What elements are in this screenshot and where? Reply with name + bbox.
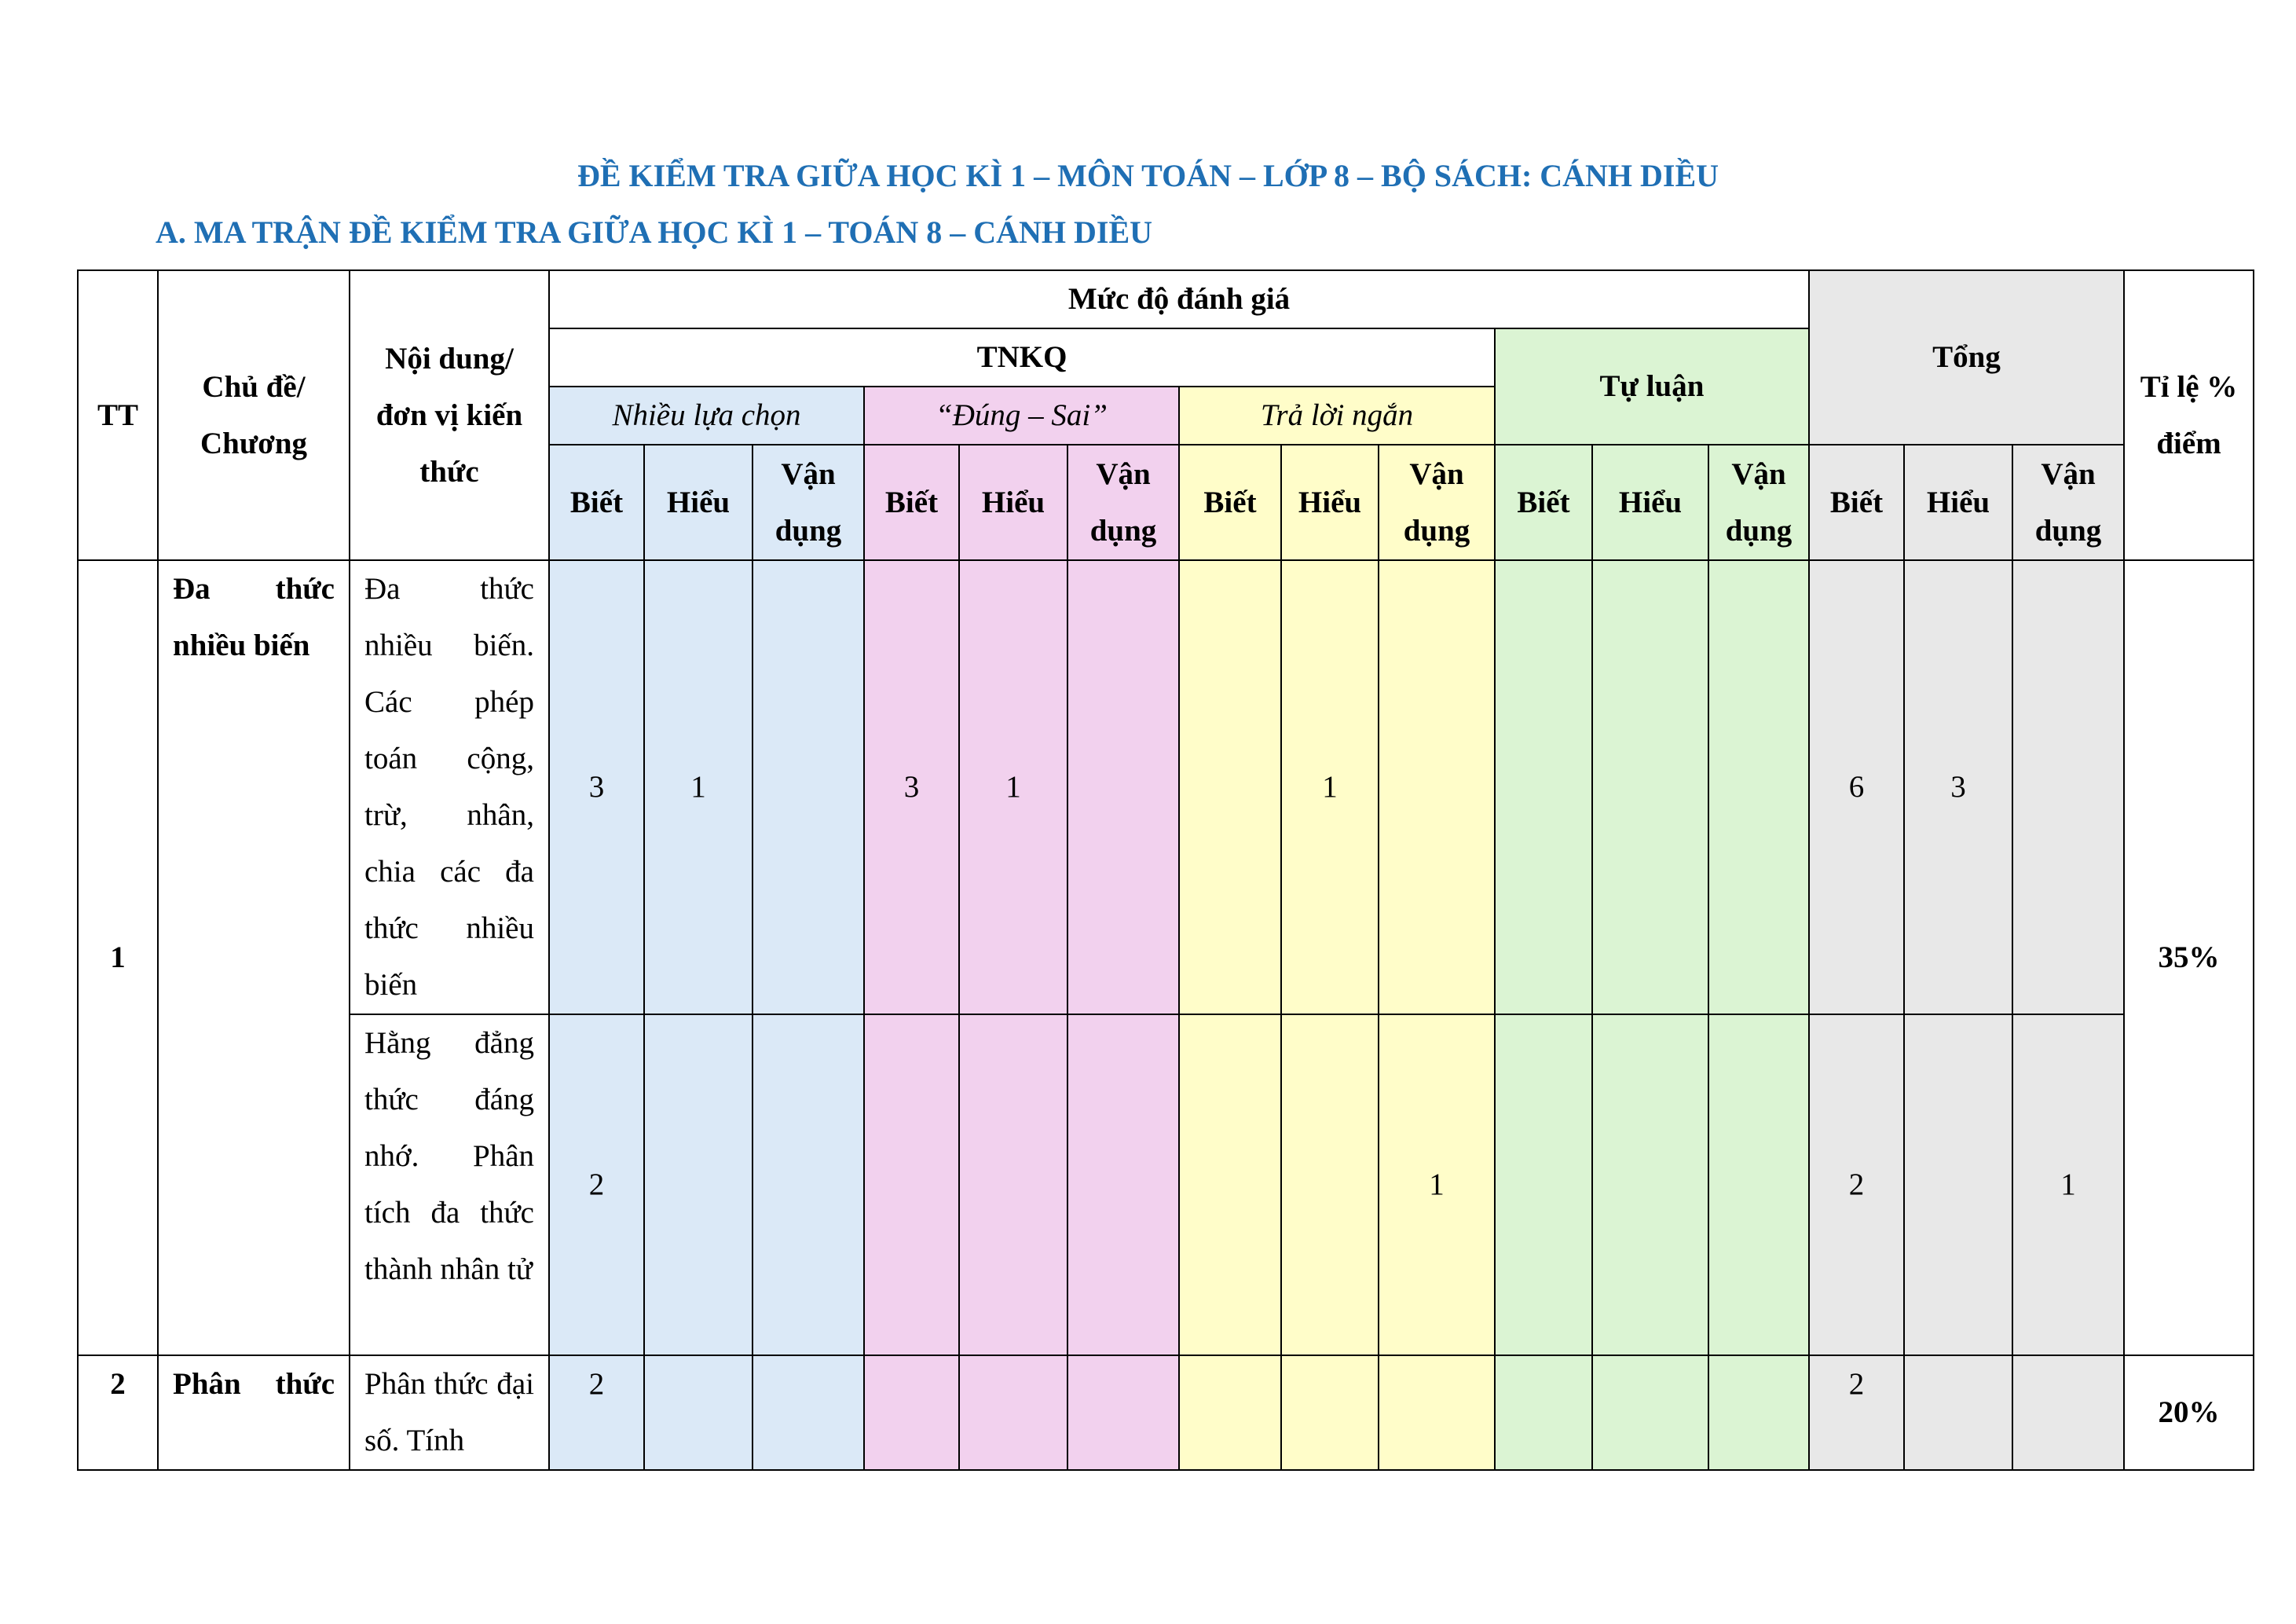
- header-assessment-level: Mức độ đánh giá: [549, 270, 1809, 328]
- document-title: ĐỀ KIỂM TRA GIỮA HỌC KÌ 1 – MÔN TOÁN – LỚP 8 – BỘ SÁCH: CÁNH DIỀU: [577, 158, 1719, 193]
- header-essay: Tự luận: [1495, 328, 1809, 445]
- count-cell: [1067, 560, 1179, 1014]
- count-cell: [1592, 560, 1708, 1014]
- count-cell: 1: [644, 560, 753, 1014]
- level-header: Biết: [1179, 445, 1281, 560]
- level-header: Biết: [1495, 445, 1592, 560]
- section-heading: A. MA TRẬN ĐỀ KIỂM TRA GIỮA HỌC KÌ 1 – TOÁN 8 – CÁNH DIỀU: [156, 214, 1153, 250]
- level-header: Vận dụng: [1067, 445, 1179, 560]
- count-cell: [1708, 560, 1809, 1014]
- count-cell: [2012, 1355, 2124, 1470]
- count-cell: 2: [549, 1355, 644, 1470]
- count-cell: [1904, 1355, 2012, 1470]
- topic-name: Đa thức nhiều biến: [158, 560, 350, 1355]
- count-cell: [1179, 1355, 1281, 1470]
- level-header: Hiểu: [1592, 445, 1708, 560]
- count-cell: [864, 1014, 959, 1355]
- level-header: Hiểu: [1281, 445, 1379, 560]
- count-cell: 2: [549, 1014, 644, 1355]
- count-cell: [1592, 1014, 1708, 1355]
- count-cell: [753, 1355, 864, 1470]
- count-cell: [959, 1014, 1067, 1355]
- count-cell: 3: [864, 560, 959, 1014]
- level-header: Hiểu: [1904, 445, 2012, 560]
- header-ratio: Tỉ lệ % điểm: [2124, 270, 2254, 560]
- count-cell: 1: [1379, 1014, 1495, 1355]
- header-content: Nội dung/ đơn vị kiến thức: [350, 270, 549, 560]
- count-cell: [753, 560, 864, 1014]
- level-header: Biết: [1809, 445, 1904, 560]
- level-header: Biết: [864, 445, 959, 560]
- level-header: Vận dụng: [2012, 445, 2124, 560]
- header-true-false: “Đúng – Sai”: [864, 387, 1179, 445]
- count-cell: [753, 1014, 864, 1355]
- table-row: [78, 560, 2254, 1014]
- count-cell: [1495, 1014, 1592, 1355]
- row-number: 2: [78, 1355, 158, 1470]
- row-number: 1: [78, 560, 158, 1355]
- count-cell: [644, 1014, 753, 1355]
- count-cell: 3: [549, 560, 644, 1014]
- table-row: [78, 1355, 2254, 1470]
- header-total: Tổng: [1809, 270, 2124, 445]
- count-cell: [1904, 1014, 2012, 1355]
- ratio-cell: 20%: [2124, 1355, 2254, 1470]
- topic-name: Phân thức: [158, 1355, 350, 1470]
- count-cell: [1179, 1014, 1281, 1355]
- count-cell: 1: [2012, 1014, 2124, 1355]
- level-header: Vận dụng: [1708, 445, 1809, 560]
- table-row: [78, 1014, 2254, 1355]
- header-short-answer: Trả lời ngắn: [1179, 387, 1495, 445]
- ratio-cell: 35%: [2124, 560, 2254, 1355]
- count-cell: [1179, 560, 1281, 1014]
- count-cell: [2012, 560, 2124, 1014]
- count-cell: [1067, 1014, 1179, 1355]
- count-cell: [959, 1355, 1067, 1470]
- count-cell: [1495, 1355, 1592, 1470]
- count-cell: [864, 1355, 959, 1470]
- count-cell: [1379, 560, 1495, 1014]
- count-cell: 2: [1809, 1355, 1904, 1470]
- header-tnkq: TNKQ: [549, 328, 1495, 387]
- header-tt: TT: [78, 270, 158, 560]
- count-cell: 1: [959, 560, 1067, 1014]
- count-cell: [1708, 1355, 1809, 1470]
- count-cell: 3: [1904, 560, 2012, 1014]
- level-header: Hiểu: [959, 445, 1067, 560]
- count-cell: 6: [1809, 560, 1904, 1014]
- count-cell: [1281, 1014, 1379, 1355]
- header-row-1: [78, 270, 2254, 328]
- level-header: Vận dụng: [753, 445, 864, 560]
- count-cell: [1067, 1355, 1179, 1470]
- count-cell: [1379, 1355, 1495, 1470]
- count-cell: [1708, 1014, 1809, 1355]
- count-cell: [1592, 1355, 1708, 1470]
- level-header: Biết: [549, 445, 644, 560]
- assessment-matrix-table: [77, 269, 2254, 1471]
- content-unit: Hằng đẳng thức đáng nhớ. Phân tích đa thức thành nhân tử: [350, 1014, 549, 1355]
- content-unit: Đa thức nhiều biến. Các phép toán cộng, trừ, nhân, chia các đa thức nhiều biến: [350, 560, 549, 1014]
- level-header: Hiểu: [644, 445, 753, 560]
- level-header: Vận dụng: [1379, 445, 1495, 560]
- count-cell: 1: [1281, 560, 1379, 1014]
- header-multiple-choice: Nhiều lựa chọn: [549, 387, 864, 445]
- count-cell: [1495, 560, 1592, 1014]
- count-cell: [644, 1355, 753, 1470]
- content-unit: Phân thức đại số. Tính: [350, 1355, 549, 1470]
- count-cell: 2: [1809, 1014, 1904, 1355]
- header-topic: Chủ đề/ Chương: [158, 270, 350, 560]
- count-cell: [1281, 1355, 1379, 1470]
